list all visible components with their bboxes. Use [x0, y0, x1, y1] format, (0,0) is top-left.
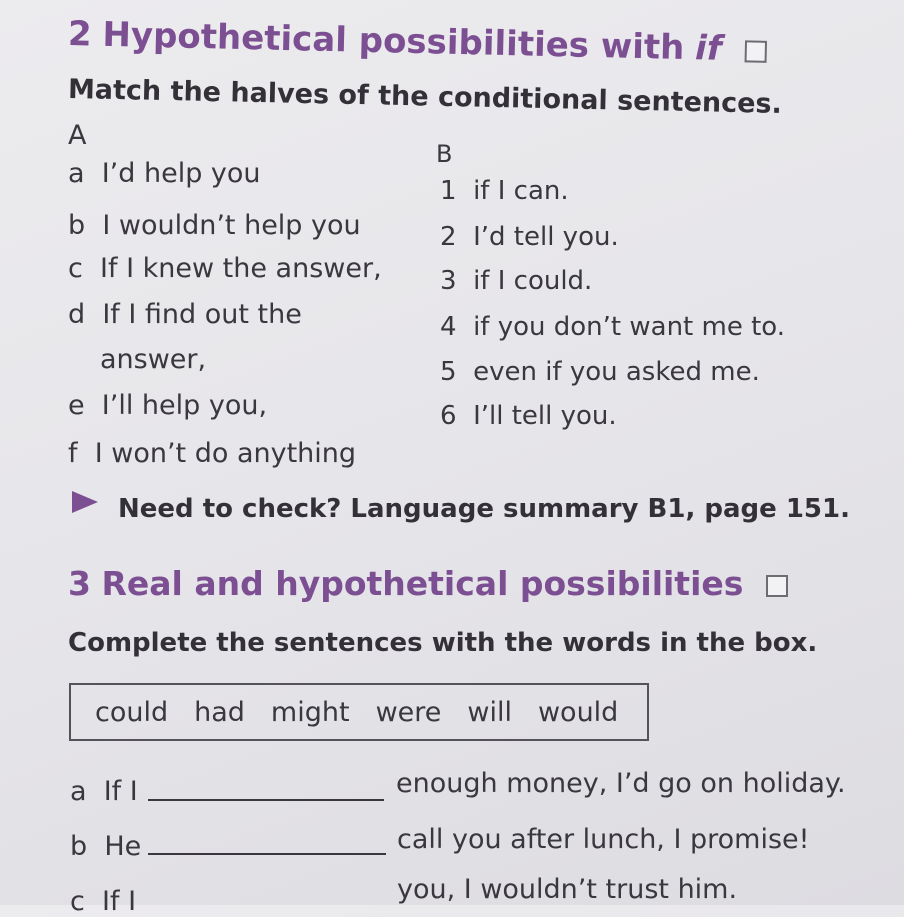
item-letter: c — [68, 253, 83, 284]
list-item-b — [68, 210, 361, 241]
sentence-b-end: call you after lunch, I promise! — [397, 824, 810, 855]
answer-blank-a[interactable] — [148, 799, 384, 801]
section-2-instruction: Match the halves of the conditional sentences. — [67, 74, 783, 120]
item-text: I’ll help you, — [101, 390, 268, 421]
item-text: I won’t do anything — [94, 438, 357, 469]
item-letter: a — [68, 158, 85, 189]
sentence-a-end: enough money, I’d go on holiday. — [396, 768, 846, 799]
list-item-4 — [440, 312, 785, 342]
section-2-title: Hypothetical possibilities with — [102, 14, 685, 68]
list-item-2 — [440, 222, 619, 252]
column-a-header: A — [68, 120, 87, 151]
word-option: will — [467, 696, 512, 728]
word-option: had — [194, 696, 245, 728]
word-option: were — [375, 696, 442, 728]
item-letter: b — [68, 210, 86, 241]
sentence-a-start — [70, 776, 138, 807]
word-option: would — [537, 696, 619, 728]
item-letter: d — [68, 299, 86, 330]
list-item-1 — [440, 176, 569, 206]
item-text: I wouldn’t help you — [102, 210, 361, 241]
item-text: even if you asked me. — [473, 357, 760, 387]
item-text: I’d tell you. — [473, 222, 619, 252]
section-3-instruction: Complete the sentences with the words in the box. — [68, 628, 818, 658]
item-letter: e — [68, 390, 85, 421]
list-item-d — [68, 299, 302, 330]
section-2-checkbox[interactable] — [744, 40, 766, 62]
sentence-start-text: If I — [102, 886, 137, 917]
sentence-letter: c — [70, 886, 85, 917]
sentence-c-start — [70, 886, 136, 917]
section-2-number: 2 — [67, 14, 93, 55]
arrow-right-icon — [72, 491, 98, 513]
sentence-letter: a — [70, 776, 87, 807]
list-item-6 — [440, 401, 617, 431]
item-number: 5 — [440, 357, 457, 387]
item-number: 3 — [440, 266, 457, 296]
word-option: could — [95, 696, 169, 728]
item-text: I’ll tell you. — [473, 401, 617, 431]
list-item-e — [68, 390, 267, 421]
sentence-c-end: you, I wouldn’t trust him. — [397, 874, 738, 905]
section-2-title-if: if — [694, 28, 723, 69]
section-2-heading — [68, 14, 767, 70]
sentence-b-start — [70, 831, 141, 862]
list-item-a — [68, 158, 261, 189]
item-text: if I can. — [473, 176, 569, 206]
item-number: 6 — [440, 401, 457, 431]
section-3-number: 3 — [68, 564, 91, 603]
section-3-checkbox[interactable] — [766, 575, 788, 597]
section-3-title: Real and hypothetical possibilities — [101, 564, 744, 603]
section-3-heading — [68, 564, 788, 603]
word-box — [69, 683, 649, 741]
answer-blank-b[interactable] — [148, 853, 386, 855]
item-number: 2 — [440, 222, 457, 252]
word-option: might — [270, 696, 350, 728]
item-text: If I find out the — [102, 299, 302, 330]
sentence-start-text: He — [104, 831, 142, 862]
item-number: 4 — [440, 312, 457, 342]
item-text: if I could. — [473, 266, 593, 296]
sentence-letter: b — [70, 831, 88, 862]
list-item-f — [68, 438, 356, 469]
list-item-5 — [440, 357, 760, 387]
item-number: 1 — [440, 176, 457, 206]
item-text: I’d help you — [101, 158, 261, 189]
list-item-c — [68, 253, 382, 284]
item-letter: f — [68, 438, 78, 469]
column-b-header: B — [436, 140, 453, 168]
list-item-3 — [440, 266, 592, 296]
check-note: Need to check? Language summary B1, page 151. — [118, 494, 850, 524]
item-text: if you don’t want me to. — [473, 312, 786, 342]
sentence-start-text: If I — [103, 776, 138, 807]
item-text: If I knew the answer, — [100, 253, 382, 284]
list-item-d-continued: answer, — [100, 344, 207, 375]
